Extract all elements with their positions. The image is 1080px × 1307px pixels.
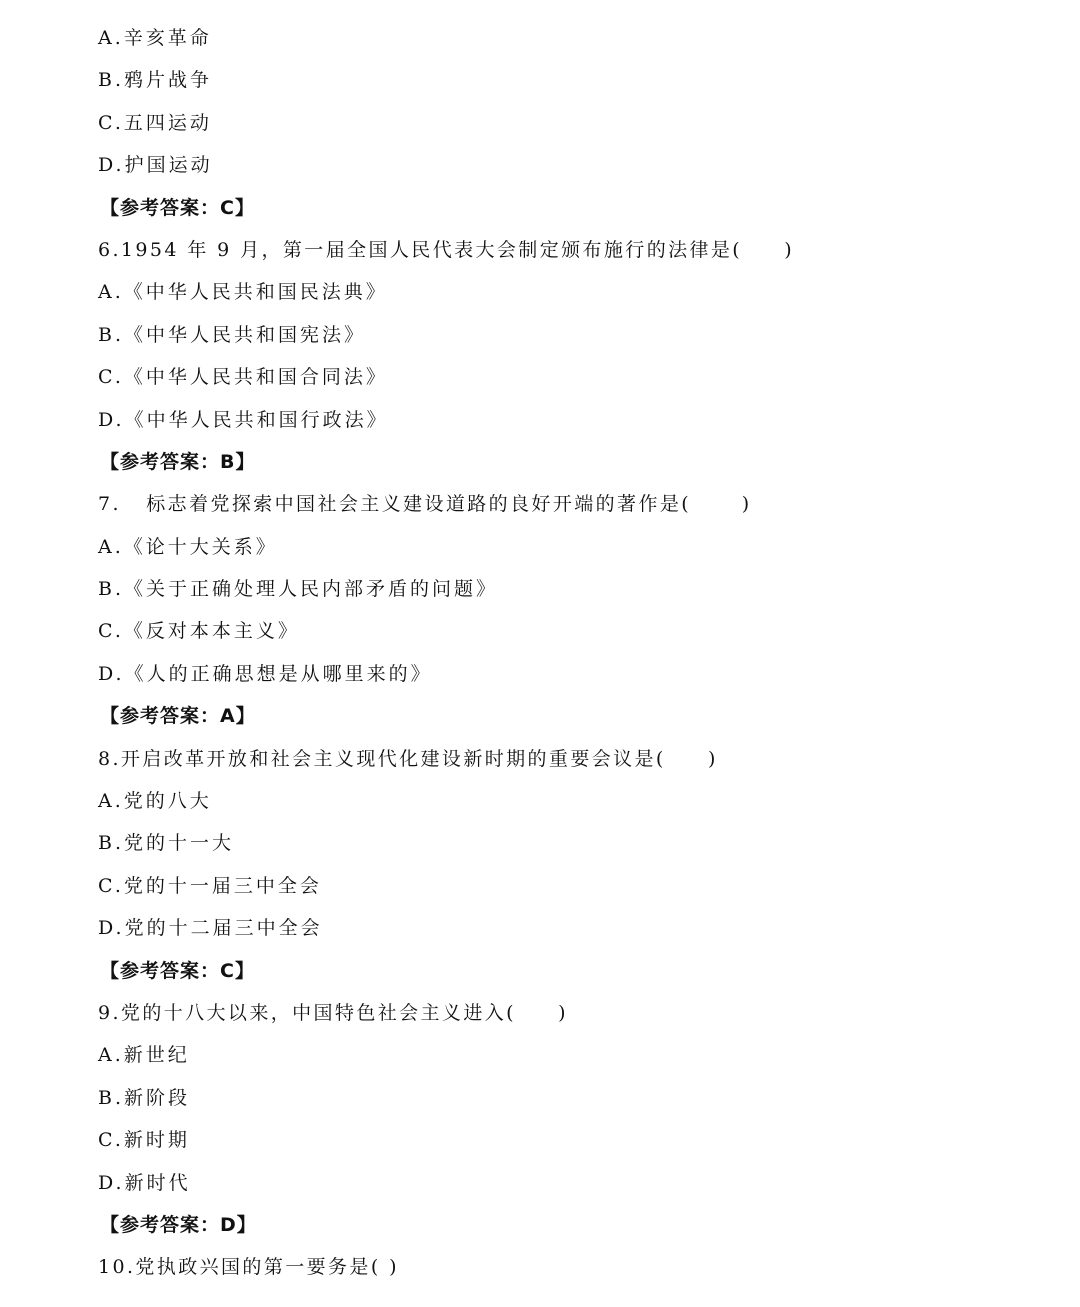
option-line: A.《论十大关系》 [98, 535, 278, 558]
answer-line: 【参考答案：A】 [100, 705, 256, 728]
option-line: D.《人的正确思想是从哪里来的》 [98, 662, 433, 685]
option-line: C.党的十一届三中全会 [98, 874, 322, 897]
answer-line: 【参考答案：C】 [100, 196, 255, 219]
option-line: D.《中华人民共和国行政法》 [98, 408, 389, 431]
option-line: D.护国运动 [98, 154, 213, 177]
question-line: 7. 标志着党探索中国社会主义建设道路的良好开端的著作是( ) [98, 493, 752, 516]
answer-line: 【参考答案：B】 [100, 450, 256, 473]
option-line: C.《中华人民共和国合同法》 [98, 366, 388, 389]
option-line: C.《反对本本主义》 [98, 620, 300, 643]
option-line: D.新时代 [98, 1171, 191, 1194]
option-line: B.党的十一大 [98, 832, 235, 855]
question-line: 10.党执政兴国的第一要务是( ) [98, 1256, 399, 1279]
answer-line: 【参考答案：C】 [100, 959, 255, 982]
option-line: D.党的十二届三中全会 [98, 917, 323, 940]
option-line: C.五四运动 [98, 111, 212, 134]
option-line: B.《中华人民共和国宪法》 [98, 323, 367, 346]
option-line: A.新世纪 [98, 1044, 190, 1067]
option-line: C.新时期 [98, 1129, 190, 1152]
question-line: 9.党的十八大以来，中国特色社会主义进入( ) [98, 1001, 568, 1024]
option-line: B.鸦片战争 [98, 69, 213, 92]
option-line: B.《关于正确处理人民内部矛盾的问题》 [98, 578, 499, 601]
question-line: 8.开启改革开放和社会主义现代化建设新时期的重要会议是( ) [98, 747, 718, 770]
option-line: A.党的八大 [98, 790, 212, 813]
option-line: A.《中华人民共和国民法典》 [98, 281, 388, 304]
answer-line: 【参考答案：D】 [100, 1213, 257, 1236]
question-line: 6.1954 年 9 月，第一届全国人民代表大会制定颁布施行的法律是( ) [98, 238, 795, 261]
option-line: B.新阶段 [98, 1086, 191, 1109]
document-page [98, 22, 1038, 1294]
option-line: A.辛亥革命 [98, 27, 212, 49]
